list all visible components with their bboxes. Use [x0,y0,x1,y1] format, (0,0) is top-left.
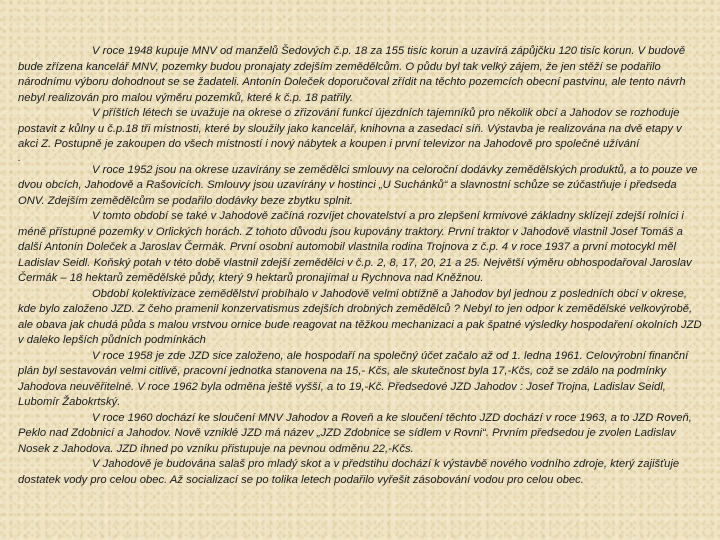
paragraph-contracts-1952: V roce 1952 jsou na okrese uzavírány se zemědělci smlouvy na celoroční dodávky zemědělských produktů, a to pouze ve dvou obcích, Jahodově a Rašovicích. Smlouvy jsou uzavírány v hostinci „U Suchánků“ a slavnostní schůze se zúčastňuje i předseda ONV. Zdejším zemědělcům se podařilo dodávky beze zbytku splnit. [18,163,698,207]
paragraph-office-construction: V příštích létech se uvažuje na okrese o zřizování funkcí újezdních tajemníků pro několik obcí a Jahodov se rozhoduje postavit z kůlny u č.p.18 tři místnosti, které by sloužily jako kancelář, knihovna a zasedací síň. Výstavba je realizována na dvě etapy v akci Z. Postupně je zakoupen do všech místností i nový nábytek a koupen i první televizor na Jahodově pro společné užívání [18,107,682,150]
paragraph-collectivization: Období kolektivizace zemědělství probíhalo v Jahodově velmi obtížně a Jahodov byl jednou z posledních obcí v okrese, kde bylo založeno JZD. Z čeho pramenil konzervatismus zdejších drobných zemědělců ? Nebyl to jen odpor k zemědělské velkovýrobě, ale obava jak chudá půda s malou vrstvou ornice bude reagovat na těžkou mechanizaci a pak špatné výsledky hospodaření okolních JZD v daleko lepších půdních podmínkách [18,287,702,346]
paragraph-merger-1960: V roce 1960 dochází ke sloučení MNV Jahodov a Roveň a ke sloučení těchto JZD dochází v roce 1963, a to JZD Roveň, Peklo nad Zdobnicí a Jahodov. Nově vzniklé JZD má název „JZD Zdobnice se sídlem v Rovni“. Prvním předsedou je zvolen Ladislav Nosek z Jahodova. JZD ihned po vzniku přistupuje na pevnou odměnu 22,-Kčs. [18,411,692,455]
paragraph-water-supply: V Jahodově je budována salaš pro mladý skot a v předstihu dochází k výstavbě nového vodního zdroje, který zajišťuje dostatek vody pro celou obec. Až socializací se po tolika letech podařilo vyřešit zásobování vodou pro celou obec. [18,458,680,486]
paragraph-livestock-tractors: V tomto období se také v Jahodově začíná rozvíjet chovatelství a pro zlepšení krmivové základny sklízejí zdejší rolníci i méně přístupné pozemky v Orlických horách. Z tohoto důvodu jsou kupovány traktory. První traktor v Jahodově vlastnil Josef Tomáš a další Antonín Doleček a Jaroslav Čermák. První osobní automobil vlastnila rodina Trojnova z č.p. 4 v roce 1937 a první motocykl měl Ladislav Seidl. Koňský potah v této době vlastnil zdejší zemědělci v č.p. 2, 8, 17, 20, 21 a 25. Největší výměru obhospodařoval Jaroslav Čermák – 18 hektarů zemědělské půdy, který 9 hektarů pronajímal u Rychnova nad Kněžnou. [18,210,692,284]
paragraph-stray-dot: . [18,151,22,164]
paragraph-mnv-purchase-1948: V roce 1948 kupuje MNV od manželů Šedových č.p. 18 za 155 tisíc korun a uzavírá zápůjčku 120 tisíc korun. V budově bude zřízena kancelář MNV, pozemky budou pronajaty zdejším zemědělcům. O půdu byl tak velký zájem, že jen stěží se podařilo národnímu výboru dohodnout se se žadateli. Antonín Doleček doporučoval zřídit na těchto pozemcích obecní pastvinu, ale tento návrh nebyl realizován pro malou výměru pozemků, které k č.p. 18 patřily. [18,45,686,104]
paragraph-jzd-1958: V roce 1958 je zde JZD sice založeno, ale hospodaří na společný účet začalo až od 1. ledna 1961. Celovýrobní finanční plán byl sestavován velmi citlivě, pracovní jednotka stanovena na 15,- Kčs, ale skutečnost byla 17,-Kčs, což se zdálo na podmínky Jahodova neuvěřitelné. V roce 1962 byla odměna ještě vyšší, a to 19,-Kč. Předsedové JZD Jahodov : Josef Trojna, Ladislav Seidl, Lubomír Žabokrtský. [18,349,689,408]
document-page [18,44,702,488]
